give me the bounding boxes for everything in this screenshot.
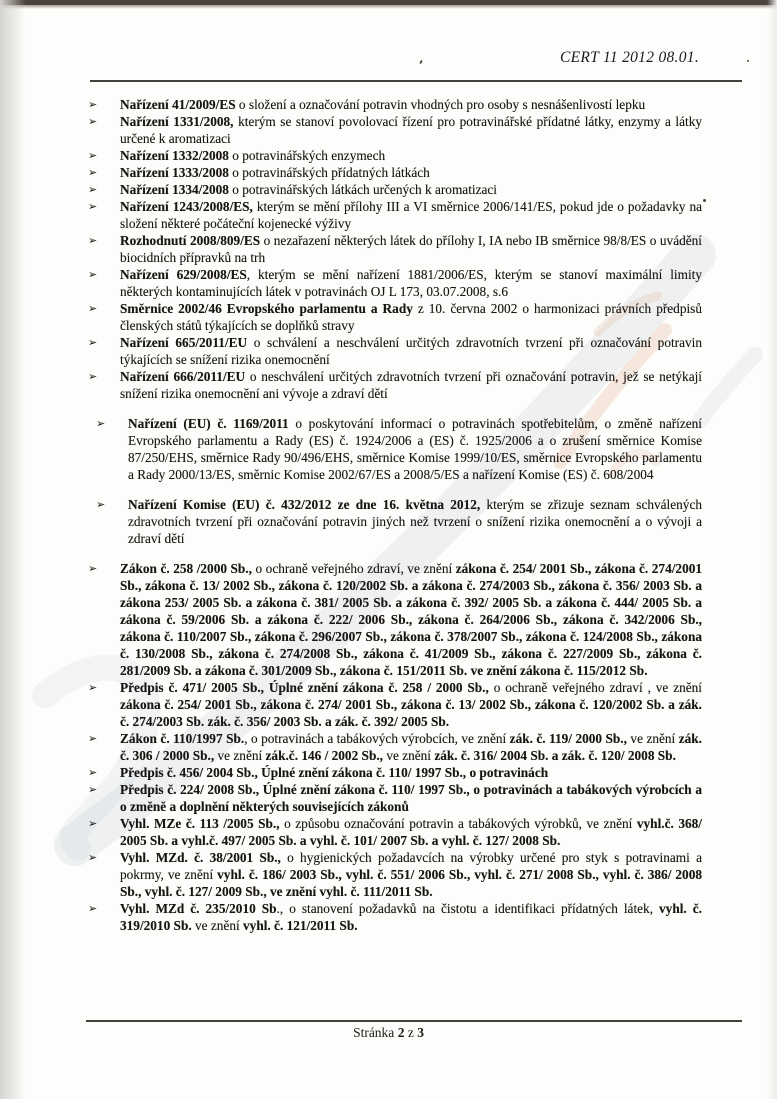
item-text: [120, 731, 702, 763]
arrow-bullet-icon: ➢: [88, 235, 98, 247]
item-text: [120, 301, 702, 333]
item-text: [128, 497, 702, 546]
list-item: [88, 266, 702, 300]
footer-text: [353, 1025, 424, 1040]
text-segment: , kterým se mění nařízení 1881/2006/ES, kterým se stanoví maximální limity některých kontaminujících látek v potravinách OJ L 173, 03.07.2008, s.6: [120, 267, 702, 299]
item-text: [120, 369, 702, 401]
item-text: [120, 782, 702, 814]
list-item: [88, 730, 702, 764]
text-segment: , o potravinách a tabákových výrobcích, ve znění: [244, 731, 510, 746]
text-segment: ., o stanovení požadavků na čistotu a identifikaci přídatných látek,: [276, 901, 660, 916]
list-item: [88, 368, 702, 402]
text-segment: zákona č. 254/ 2001 Sb., zákona č. 274/2001 Sb., zákona č. 13/ 2002 Sb., zákona č. 120/2002 Sb. a zákona č. 274/2003 Sb., zákona č. 356/ 2003 Sb. a zákona 253/ 2005 Sb. a zákona č. 381/ 2005 Sb. a zákona č. 392/ 2005 Sb. a zákona č. 444/ 2005 Sb. a zákona č. 59/2006 Sb. a zákona č. 222/ 2006 Sb., zákona č. 264/2006 Sb., zákona č. 342/2006 Sb., zákona č. 110/2007 Sb., zákona č. 296/2007 Sb., zákona č. 378/2007 Sb., zákona č. 124/2008 Sb., zákona č. 130/2008 Sb., zákona č. 274/2008 Sb., zákona č. 41/2009 Sb., zákona č. 227/2009 Sb., zákona č. 281/2009 Sb. a zákona č. 301/2009 Sb., zákona č. 151/2011 Sb. ve znění zákona č. 115/2012 Sb.: [120, 561, 703, 678]
text-segment: Nařízení 1334/2008: [120, 182, 229, 197]
list-item: [88, 198, 702, 232]
text-segment: Vyhl. MZd č. 235/2010 Sb: [120, 901, 277, 916]
footer-rule: [86, 1020, 742, 1022]
arrow-bullet-icon: ➢: [88, 269, 98, 281]
arrow-bullet-icon: ➢: [88, 371, 98, 383]
list-item: [88, 764, 702, 781]
text-segment: Nařízení 1333/2008: [120, 165, 229, 180]
text-segment: Nařízení Komise (EU) č. 432/2012 ze dne 16. května 2012,: [128, 497, 481, 512]
text-segment: z 10. června 2002 o harmonizaci právních předpisů členských států týkajících se doplňků stravy: [120, 301, 702, 333]
text-segment: Nařízení 666/2011/EU: [120, 369, 246, 384]
list-item: [88, 781, 702, 815]
arrow-bullet-icon: ➢: [88, 150, 98, 162]
text-segment: Vyhl. MZe č. 113 /2005 Sb.,: [120, 816, 280, 831]
item-text: [120, 165, 430, 180]
arrow-bullet-icon: ➢: [88, 337, 98, 349]
text-segment: o nezařazení některých látek do přílohy I, IA nebo IB směrnice 98/8/ES o uvádění biocidních přípravků na trh: [120, 233, 702, 265]
item-text: [120, 850, 702, 899]
text-segment: kterým se stanoví povolovací řízení pro potravinářské přídatné látky, enzymy a látky určené k aromatizaci: [120, 114, 702, 146]
item-text: [120, 267, 702, 299]
item-text: [120, 114, 702, 146]
text-segment: Vyhl. MZd. č. 38/2001 Sb.,: [120, 850, 281, 865]
text-segment: 2: [397, 1025, 405, 1040]
scan-right-edge-shadow: [767, 0, 777, 1099]
text-segment: Nařízení 1332/2008: [120, 148, 229, 163]
text-segment: vyhl.č. 368/ 2005 Sb. a vyhl.č. 497/ 2005 Sb. a vyhl. č. 101/ 2007 Sb. a vyhl. č. 127/ 2008 Sb.: [120, 816, 702, 848]
list-item: [88, 232, 702, 266]
text-segment: zákona č. 254/ 2001 Sb., zákona č. 274/ 2001 Sb., zákona č. 13/ 2002 Sb., zákona č. 120/2002 Sb. a zák. č. 274/2003 Sb. zák. č. 356/ 2003 Sb. a zák. č. 392/ 2005 Sb.: [120, 697, 702, 729]
list-item: [88, 300, 702, 334]
text-segment: z: [404, 1025, 418, 1040]
list-item: [88, 147, 702, 164]
scan-left-edge-shadow: [0, 0, 26, 1099]
arrow-bullet-icon: ➢: [88, 903, 98, 915]
list-item: [88, 849, 702, 900]
scan-speck: [747, 60, 749, 62]
text-segment: Předpis č. 456/ 2004 Sb., Úplné znění zákona č. 110/ 1997 Sb., o potravinách: [120, 765, 549, 780]
arrow-bullet-icon: ➢: [88, 733, 98, 745]
text-segment: Nařízení 629/2008/ES: [120, 267, 247, 282]
list-item: [88, 181, 702, 198]
text-segment: Směrnice 2002/46 Evropského parlamentu a Rady: [120, 301, 413, 316]
content-area: [88, 96, 702, 934]
item-text: [120, 97, 645, 112]
document-list: [88, 96, 702, 934]
list-item: [88, 900, 702, 934]
arrow-bullet-icon: ➢: [88, 303, 98, 315]
text-segment: Předpis č. 471/ 2005 Sb., Úplné znění zákona č. 258 / 2000 Sb.,: [120, 680, 489, 695]
list-item: [88, 164, 702, 181]
text-segment: o schválení a neschválení určitých zdravotních tvrzení při označování potravin týkajících se snížení rizika onemocnění: [120, 335, 702, 367]
header-rule: [90, 80, 742, 82]
scan-top-edge-shadow: [0, 5, 777, 9]
text-segment: zák. č. 316/ 2004 Sb. a zák. č. 120/ 2008 Sb.: [434, 748, 676, 763]
text-segment: o hygienických požadavcích na výrobky určené pro styk s potravinami a pokrmy, ve znění: [120, 850, 702, 882]
arrow-bullet-icon: ➢: [88, 767, 98, 779]
arrow-bullet-icon: ➢: [88, 201, 98, 213]
list-item: [88, 560, 702, 679]
text-segment: vyhl. č. 121/2011 Sb.: [243, 918, 358, 933]
text-segment: ve znění: [214, 748, 266, 763]
text-segment: o potravinářských enzymech: [228, 148, 386, 163]
text-segment: 3: [417, 1025, 424, 1040]
arrow-bullet-icon: ➢: [88, 99, 98, 111]
item-text: [120, 199, 702, 231]
text-segment: Zákon č. 258 /2000 Sb.,: [120, 561, 252, 576]
text-segment: zák. č. 306 / 2000 Sb.,: [120, 731, 702, 763]
arrow-bullet-icon: ➢: [96, 418, 106, 430]
text-segment: o poskytování informací o potravinách spotřebitelům, o změně nařízení Evropského parlamentu a Rady (ES) č. 1924/2006 a (ES) č. 1925/2006 a o zrušení směrnice Komise 87/250/EHS, směrnice Rady 90/496/EHS, směrnice Komise 1999/10/ES, směrnice Evropského parlamentu a Rady 2000/13/ES, směrnic Komise 2002/67/ES a 2008/5/ES a nařízení Komise (ES) č. 608/2004: [128, 416, 703, 482]
item-text: [120, 233, 702, 265]
item-text: [128, 416, 702, 482]
arrow-bullet-icon: ➢: [88, 682, 98, 694]
arrow-bullet-icon: ➢: [88, 784, 98, 796]
item-text: [120, 148, 385, 163]
item-text: [120, 680, 702, 729]
item-text: [120, 901, 702, 933]
text-segment: vyhl. č. 186/ 2003 Sb., vyhl. č. 551/ 2006 Sb., vyhl. č. 271/ 2008 Sb., vyhl. č. 386/ 2008 Sb., vyhl. č. 127/ 2009 Sb., ve znění vyhl. č. 111/2011 Sb.: [120, 867, 702, 899]
text-segment: zák.č. 146 / 2002 Sb.,: [265, 748, 383, 763]
list-item: [88, 96, 702, 113]
text-segment: ve znění: [626, 731, 679, 746]
text-segment: Předpis č. 224/ 2008 Sb., Úplné znění zákona č. 110/ 1997 Sb., o potravinách a tabákových výrobcích a o změně a doplnění některých souvisejících zákonů: [120, 782, 702, 814]
text-segment: ve znění: [383, 748, 435, 763]
text-segment: Nařízení (EU) č. 1169/2011: [128, 416, 289, 431]
text-segment: Nařízení 41/2009/ES: [120, 97, 236, 112]
scan-speck: [419, 60, 423, 64]
text-segment: Nařízení 1331/2008,: [120, 114, 234, 129]
text-segment: Stránka: [353, 1025, 398, 1040]
text-segment: o potravinářských přídatných látkách: [228, 165, 430, 180]
text-segment: Zákon č. 110/1997 Sb.: [120, 731, 245, 746]
arrow-bullet-icon: ➢: [88, 184, 98, 196]
text-segment: kterým se zřizuje seznam schválených zdravotních tvrzení při označování potravin jiných než tvrzení o snížení rizika onemocnění a o vývoji a zdraví dětí: [128, 497, 702, 546]
text-segment: o ochraně veřejného zdraví, ve znění: [251, 561, 456, 576]
list-item: [88, 679, 702, 730]
item-text: [120, 182, 497, 197]
text-segment: o potravinářských látkách určených k aromatizaci: [228, 182, 497, 197]
text-segment: ve znění: [191, 918, 244, 933]
list-item: [88, 415, 702, 483]
list-item: [88, 496, 702, 547]
item-text: [120, 335, 702, 367]
text-segment: o způsobu označování potravin a tabákových výrobků, ve znění: [279, 816, 637, 831]
scan-speck: [703, 199, 706, 202]
document-code: CERT 11 2012 08.01.: [559, 49, 699, 66]
arrow-bullet-icon: ➢: [88, 563, 98, 575]
arrow-bullet-icon: ➢: [88, 852, 98, 864]
arrow-bullet-icon: ➢: [88, 167, 98, 179]
text-segment: Rozhodnutí 2008/809/ES: [120, 233, 261, 248]
arrow-bullet-icon: ➢: [88, 116, 98, 128]
text-segment: Nařízení 665/2011/EU: [120, 335, 248, 350]
text-segment: kterým se mění přílohy III a VI směrnice 2006/141/ES, pokud jde o požadavky na složení některé počáteční kojenecké výživy: [120, 199, 703, 231]
arrow-bullet-icon: ➢: [88, 818, 98, 830]
text-segment: o ochraně veřejného zdraví , ve znění: [488, 680, 703, 695]
page-footer: [0, 1025, 777, 1041]
item-text: [120, 816, 702, 848]
item-text: [120, 765, 548, 780]
item-text: [120, 561, 702, 678]
list-item: [88, 113, 702, 147]
list-item: [88, 334, 702, 368]
arrow-bullet-icon: ➢: [96, 499, 106, 511]
text-segment: o složení a označování potravin vhodných pro osoby s nesnášenlivostí lepku: [235, 97, 646, 112]
text-segment: zák. č. 119/ 2000 Sb.,: [509, 731, 627, 746]
list-item: [88, 815, 702, 849]
text-segment: vyhl. č. 319/2010 Sb.: [120, 901, 702, 933]
text-segment: Nařízení 1243/2008/ES,: [120, 199, 253, 214]
text-segment: o neschválení určitých zdravotních tvrzení při označování potravin, jež se netýkají snížení rizika onemocnění ani vývoje a zdraví dětí: [120, 369, 702, 401]
